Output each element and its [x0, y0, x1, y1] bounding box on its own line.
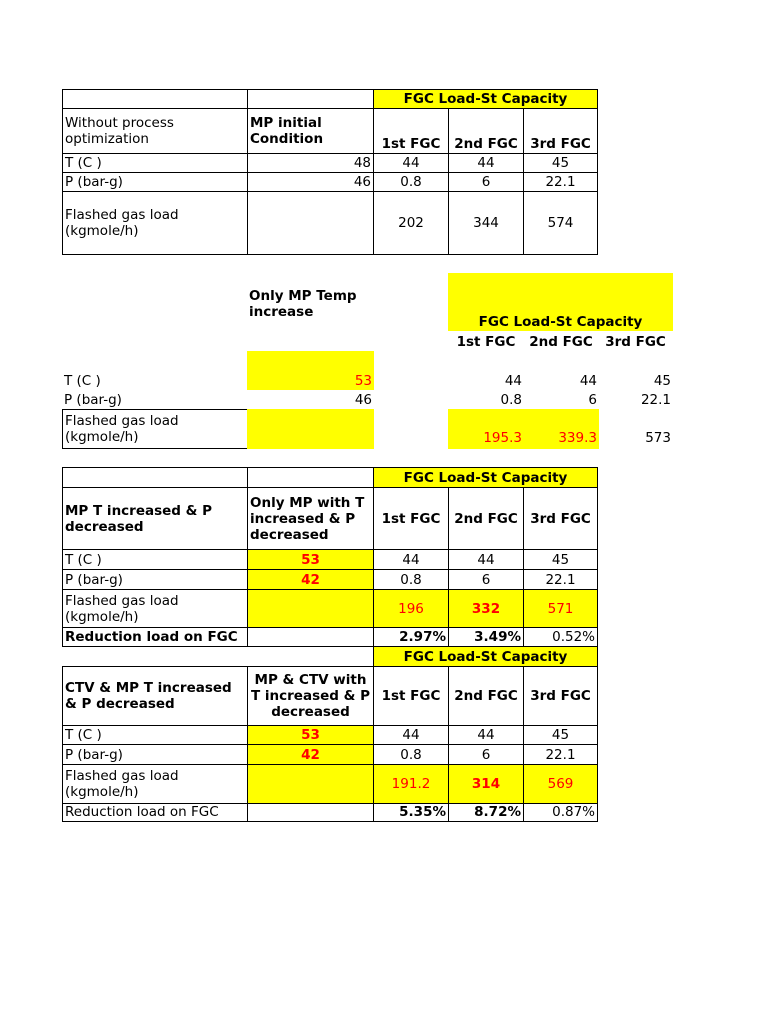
flashed-gas-load-label: Flashed gas load (kgmole/h): [62, 589, 248, 628]
reduction-2nd-fgc: 8.72%: [448, 803, 524, 822]
col-1st-fgc: 1st FGC: [456, 334, 516, 350]
mp-initial-condition-label: MP initial Condition: [247, 108, 374, 154]
temp-1st-fgc: 44: [373, 725, 449, 745]
mp-load-highlight: [247, 589, 374, 628]
mp-load-blank: [247, 191, 374, 255]
pressure-2nd-fgc: 6: [448, 569, 524, 590]
temp-2nd-fgc: 44: [448, 725, 524, 745]
blank-cell: [247, 89, 374, 109]
flashed-gas-load-label: Flashed gas load (kgmole/h): [62, 409, 248, 449]
pressure-1st-fgc: 0.8: [373, 744, 449, 765]
pressure-label: P (bar-g): [62, 744, 248, 765]
temperature-label: T (C ): [62, 153, 248, 173]
load-3rd-fgc: 574: [523, 191, 598, 255]
col-3rd-fgc: 3rd FGC: [523, 666, 598, 726]
pressure-label: P (bar-g): [62, 172, 248, 192]
fgc-capacity-header: FGC Load-St Capacity: [373, 646, 598, 667]
col-2nd-fgc: 2nd FGC: [448, 108, 524, 154]
blank-cell: [247, 467, 374, 488]
load-2nd-fgc: 314: [448, 764, 524, 804]
blank-cell: [247, 627, 374, 647]
only-mp-temp-label: Only MP Temp increase: [249, 288, 357, 320]
load-1st-fgc: 196: [373, 589, 449, 628]
load-1st-fgc: 191.2: [373, 764, 449, 804]
mp-ctv-with-t-increased-label: MP & CTV with T increased & P decreased: [247, 666, 374, 726]
pressure-1st-fgc: 0.8: [500, 392, 522, 408]
mp-load-highlight: [247, 764, 374, 804]
load-2nd-fgc: 339.3: [523, 409, 599, 449]
pressure-3rd-fgc: 22.1: [523, 172, 598, 192]
reduction-2nd-fgc: 3.49%: [448, 627, 524, 647]
reduction-3rd-fgc: 0.87%: [523, 803, 598, 822]
load-3rd-fgc: 573: [645, 430, 671, 446]
mp-temperature: 48: [247, 153, 374, 173]
pressure-label: P (bar-g): [64, 392, 122, 408]
pressure-1st-fgc: 0.8: [373, 569, 449, 590]
mp-load-highlight: [247, 409, 374, 449]
reduction-load-label: Reduction load on FGC: [62, 803, 248, 822]
pressure-2nd-fgc: 6: [448, 744, 524, 765]
col-2nd-fgc: 2nd FGC: [529, 334, 593, 350]
pressure-2nd-fgc: 6: [588, 392, 597, 408]
highlight-cell: [247, 351, 374, 370]
col-1st-fgc: 1st FGC: [373, 487, 449, 550]
col-1st-fgc: 1st FGC: [373, 666, 449, 726]
mp-pressure: 46: [247, 172, 374, 192]
temperature-label: T (C ): [62, 549, 248, 570]
col-2nd-fgc: 2nd FGC: [448, 487, 524, 550]
load-3rd-fgc: 569: [523, 764, 598, 804]
only-mp-with-t-increased-label: Only MP with T increased & P decreased: [247, 487, 374, 550]
mp-temperature: 53: [247, 725, 374, 745]
reduction-load-label: Reduction load on FGC: [62, 627, 248, 647]
pressure-3rd-fgc: 22.1: [523, 569, 598, 590]
temp-3rd-fgc: 45: [523, 153, 598, 173]
temp-1st-fgc: 44: [373, 153, 449, 173]
pressure-1st-fgc: 0.8: [373, 172, 449, 192]
temp-3rd-fgc: 45: [653, 373, 671, 389]
reduction-1st-fgc: 2.97%: [373, 627, 449, 647]
load-2nd-fgc: 344: [448, 191, 524, 255]
flashed-gas-load-label: Flashed gas load (kgmole/h): [62, 191, 248, 255]
temperature-label: T (C ): [64, 373, 101, 389]
row-label-mp-t-increased: MP T increased & P decreased: [62, 487, 248, 550]
temp-2nd-fgc: 44: [448, 549, 524, 570]
reduction-3rd-fgc: 0.52%: [523, 627, 598, 647]
mp-pressure: 42: [247, 569, 374, 590]
col-1st-fgc: 1st FGC: [373, 108, 449, 154]
fgc-capacity-header: FGC Load-St Capacity: [373, 467, 598, 488]
temp-2nd-fgc: 44: [579, 373, 597, 389]
blank-cell: [62, 89, 248, 109]
temp-1st-fgc: 44: [373, 549, 449, 570]
row-label-without-optimization: Without process optimization: [62, 108, 248, 154]
load-2nd-fgc: 332: [448, 589, 524, 628]
pressure-label: P (bar-g): [62, 569, 248, 590]
pressure-3rd-fgc: 22.1: [523, 744, 598, 765]
mp-temperature: 53: [247, 370, 374, 390]
flashed-gas-load-label: Flashed gas load (kgmole/h): [62, 764, 248, 804]
fgc-capacity-header: FGC Load-St Capacity: [448, 273, 673, 331]
pressure-3rd-fgc: 22.1: [640, 392, 671, 408]
mp-pressure: 42: [247, 744, 374, 765]
load-1st-fgc: 195.3: [448, 409, 524, 449]
reduction-1st-fgc: 5.35%: [373, 803, 449, 822]
col-3rd-fgc: 3rd FGC: [605, 334, 666, 350]
temp-1st-fgc: 44: [504, 373, 522, 389]
blank-cell: [247, 803, 374, 822]
col-3rd-fgc: 3rd FGC: [523, 487, 598, 550]
fgc-capacity-header: FGC Load-St Capacity: [373, 89, 598, 109]
temp-3rd-fgc: 45: [523, 725, 598, 745]
col-3rd-fgc: 3rd FGC: [523, 108, 598, 154]
load-3rd-fgc: 571: [523, 589, 598, 628]
blank-cell: [62, 467, 248, 488]
mp-pressure: 46: [354, 392, 372, 408]
pressure-2nd-fgc: 6: [448, 172, 524, 192]
row-label-ctv-mp: CTV & MP T increased & P decreased: [62, 666, 248, 726]
temp-2nd-fgc: 44: [448, 153, 524, 173]
temp-3rd-fgc: 45: [523, 549, 598, 570]
col-2nd-fgc: 2nd FGC: [448, 666, 524, 726]
temperature-label: T (C ): [62, 725, 248, 745]
mp-temperature: 53: [247, 549, 374, 570]
load-1st-fgc: 202: [373, 191, 449, 255]
